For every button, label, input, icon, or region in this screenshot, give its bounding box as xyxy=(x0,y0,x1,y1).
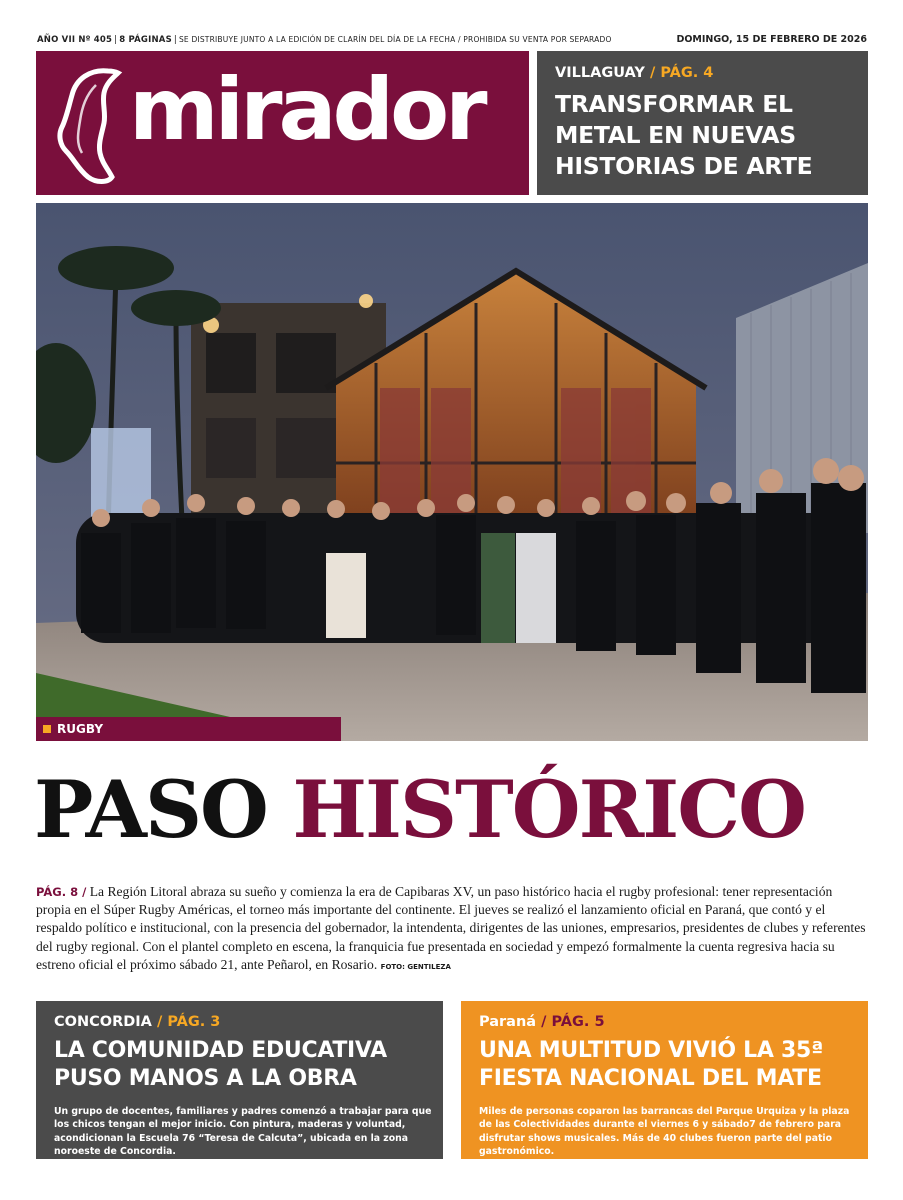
box-headline xyxy=(54,1037,387,1093)
headline-word-1: PASO xyxy=(34,763,267,856)
team-photo-illustration xyxy=(36,203,868,741)
teaser-parana[interactable] xyxy=(461,1001,868,1159)
square-bullet-icon xyxy=(43,725,51,733)
masthead xyxy=(36,51,529,195)
box-section: CONCORDIA / PÁG. 3 xyxy=(54,1014,221,1030)
section-name: VILLAGUAY xyxy=(555,65,645,81)
lead-text: La Región Litoral abraza su sueño y comienza la era de Capibaras XV, un paso histórico hacia el rugby profesional: tener representación propia en el Súper Rugby Américas, el torneo más importante del continente. El jueves se realizó el lanzamiento oficial en Paraná, que contó y el respaldo político e institucional, con la presencia del gobernador, la intendenta, dirigentes de las uniones, empresarios, presidentes de clubes y referentes del rugby regional. Con el plantel completo en escena, la franquicia fue presentada en sociedad y empezó formalmente la cuenta regresiva hacia su estreno oficial el próximo sábado 21, ante Peñarol, en Rosario. xyxy=(36,884,866,972)
section-name: Paraná xyxy=(479,1014,537,1030)
headline-line: LA COMUNIDAD EDUCATIVA xyxy=(54,1038,387,1063)
headline-line: FIESTA NACIONAL DEL MATE xyxy=(479,1066,822,1091)
section-name: CONCORDIA xyxy=(54,1014,152,1030)
page-ref: PÁG. 5 xyxy=(551,1014,605,1030)
box-headline xyxy=(479,1037,823,1093)
lead-page-ref: PÁG. 8 / xyxy=(36,885,87,899)
page-ref: PÁG. 4 xyxy=(660,65,714,81)
teaser-section: VILLAGUAY / PÁG. 4 xyxy=(555,65,714,81)
headline-line: UNA MULTITUD VIVIÓ LA 35ª xyxy=(479,1038,824,1063)
headline-line: PUSO MANOS A LA OBRA xyxy=(54,1066,357,1091)
photo-credit: FOTO: GENTILEZA xyxy=(380,962,451,971)
page-count: 8 PÁGINAS xyxy=(119,35,172,45)
headline-word-2: HISTÓRICO xyxy=(292,763,805,856)
lead-photo xyxy=(36,203,868,741)
issue-date: DOMINGO, 15 DE FEBRERO DE 2026 xyxy=(676,34,867,45)
teaser-concordia[interactable] xyxy=(36,1001,443,1159)
lead-paragraph xyxy=(36,883,868,976)
section-tag-rugby xyxy=(36,717,341,741)
edition-number: AÑO VII Nº 405 xyxy=(37,35,113,45)
teaser-villaguay[interactable] xyxy=(537,51,868,195)
logo-wordmark: mirador xyxy=(129,60,484,160)
distribution-note: SE DISTRIBUYE JUNTO A LA EDICIÓN DE CLARÍN DEL DÍA DE LA FECHA / PROHIBIDA SU VENTA POR SEPARADO xyxy=(178,35,612,44)
box-body: Miles de personas coparon las barrancas del Parque Urquiza y la plaza de las Colectividades durante el viernes 6 y sábado7 de febrero para disfrutar shows musicales. Más de 40 clubes fueron parte del patio gastronómico. xyxy=(479,1106,850,1158)
teaser-headline: TRANSFORMAR EL METAL EN NUEVAS HISTORIAS DE ARTE xyxy=(555,90,813,180)
main-headline[interactable] xyxy=(34,763,805,856)
box-section: Paraná / PÁG. 5 xyxy=(479,1014,605,1030)
page-ref: PÁG. 3 xyxy=(167,1014,221,1030)
edition-line: AÑO VII Nº 405 | 8 PÁGINAS | SE DISTRIBUYE JUNTO A LA EDICIÓN DE CLARÍN DEL DÍA DE LA FECHA / PROHIBIDA SU VENTA POR SEPARADO xyxy=(37,35,612,45)
box-body: Un grupo de docentes, familiares y padres comenzó a trabajar para que los chicos tengan el mejor inicio. Con pintura, maderas y voluntad, acondicionan la Escuela 76 “Teresa de Calcuta”, ubicada en la zona noroeste de Concordia. xyxy=(54,1106,432,1158)
tag-label: RUGBY xyxy=(57,722,104,736)
